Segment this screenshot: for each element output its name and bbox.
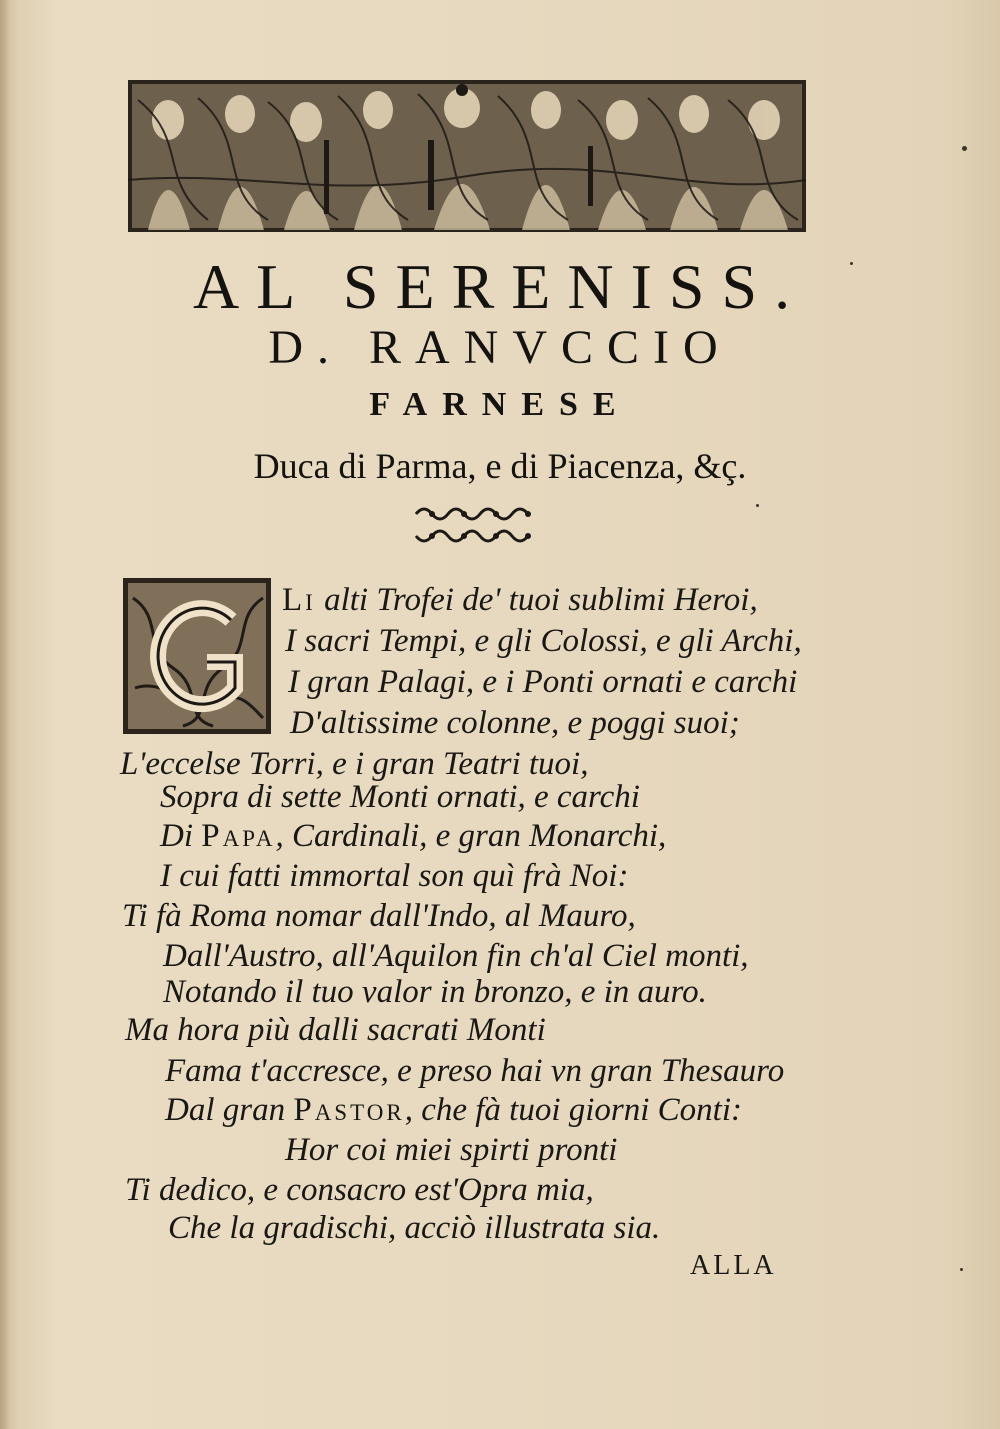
verse-line-14-tail: , che fà tuoi giorni Conti: [404,1092,743,1128]
verse-line-13: Fama t'accresce, e preso hai vn gran Thesauro [165,1053,785,1089]
fleuron-ornament [410,500,534,550]
verse-line-7-caps: Papa [201,818,276,854]
title-line-2: D. RANVCCIO [268,321,732,374]
verse-line-4: D'altissime colonne, e poggi suoi; [290,705,740,741]
verse-line-17: Che la gradischi, acciò illustrata sia. [168,1210,661,1246]
title-line-4: Duca di Parma, e di Piacenza, &ç. [253,446,747,486]
verse-line-10: Dall'Austro, all'Aquilon fin ch'al Ciel monti, [163,938,749,974]
verse-line-14 [165,1092,742,1129]
ink-speck [850,262,853,265]
verse-line-7 [160,818,666,855]
ink-speck [962,146,967,151]
verse-line-6: Sopra di sette Monti ornati, e carchi [160,779,640,815]
verse-line-7-tail: , Cardinali, e gran Monarchi, [275,818,667,854]
verse-line-3: I gran Palagi, e i Ponti ornati e carchi [288,664,798,700]
decorated-initial-g [123,578,271,734]
verse-line-11: Notando il tuo valor in bronzo, e in auro. [163,974,707,1010]
verse-line-9: Ti fà Roma nomar dall'Indo, al Mauro, [122,898,636,934]
catchword: ALLA [690,1250,777,1281]
verse-line-2: I sacri Tempi, e gli Colossi, e gli Archi, [285,623,802,659]
verse-line-16: Ti dedico, e consacro est'Opra mia, [125,1172,594,1208]
ink-speck [960,1268,963,1271]
spine-shadow [0,0,10,1429]
verse-line-15: Hor coi miei spirti pronti [285,1132,618,1168]
title-line-3: FARNESE [369,386,631,423]
verse-line-14-lead: Dal gran [165,1092,294,1128]
headpiece-ornament [128,80,806,232]
verse-line-7-lead: Di [160,818,202,854]
verse-line-5: L'eccelse Torri, e i gran Teatri tuoi, [120,746,589,782]
verse-line-1-caps: Li [282,582,316,618]
title-line-1: AL SERENISS. [192,251,808,322]
ink-speck [756,504,759,507]
verse-line-8: I cui fatti immortal son quì frà Noi: [160,858,629,894]
verse-line-1 [282,582,758,619]
verse-line-12: Ma hora più dalli sacrati Monti [125,1012,546,1048]
verse-line-1-text: alti Trofei de' tuoi sublimi Heroi, [315,582,758,618]
verse-line-14-caps: Pastor [293,1092,405,1128]
